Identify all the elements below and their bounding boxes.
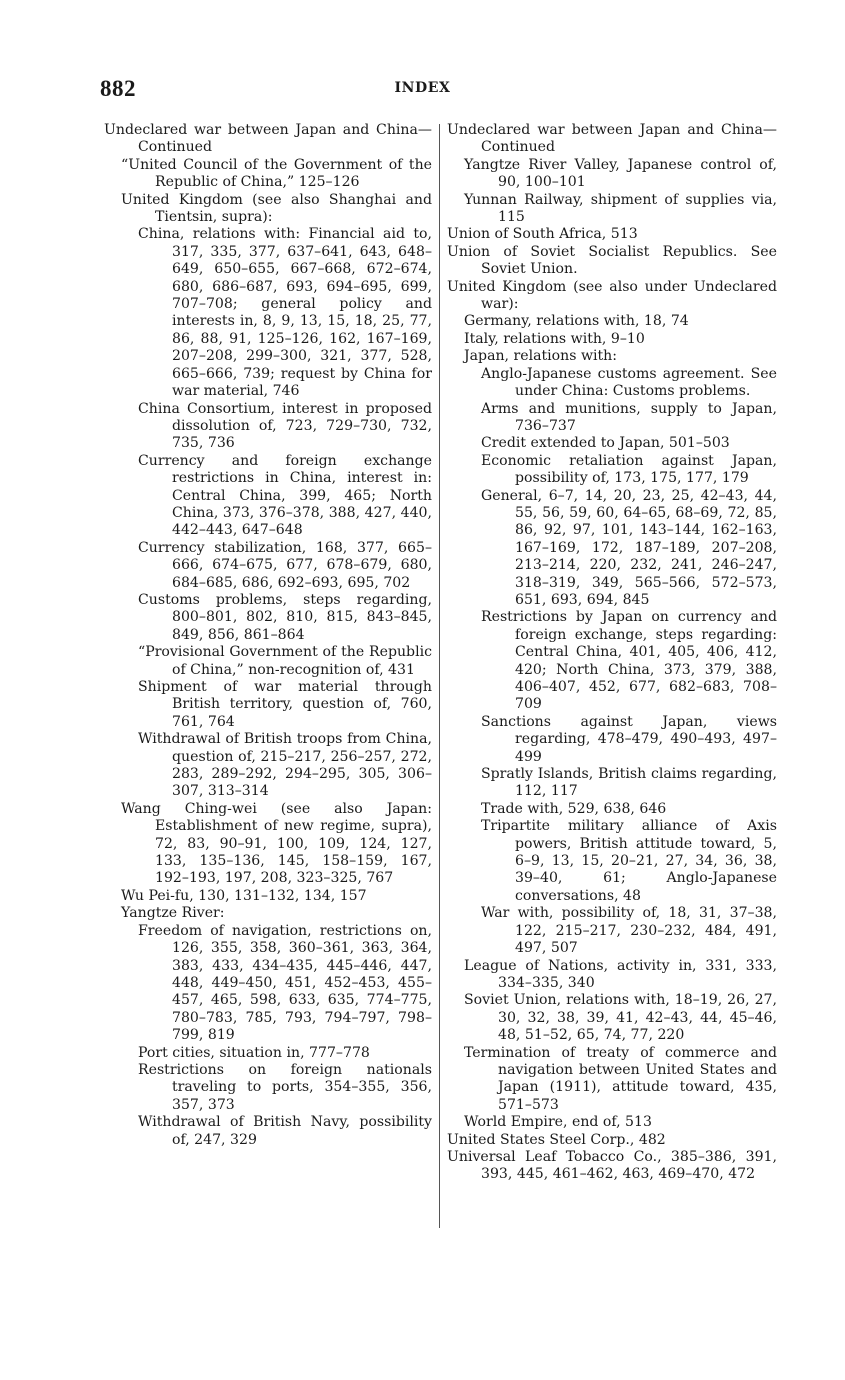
index-entry: Currency and foreign exchange restrictions in China, interest in: Central China, 399, 465; North China, 373, 376–378, 388, 427, 440, 442–443, 647–648 xyxy=(138,452,432,539)
running-head: INDEX xyxy=(394,80,451,96)
index-entry: China, relations with: Financial aid to, 317, 335, 377, 637–641, 643, 648–649, 650–655, 667–668, 672–674, 680, 686–687, 693, 694–695, 699, 707–708; general policy and interests in, 8, 9, 13, 15, 18, 25, 77, 86, 88, 91, 125–126, 162, 167–169, 207–208, 299–300, 321, 377, 528, 665–666, 739; request by China for war material, 746 xyxy=(138,226,432,400)
index-entry: Undeclared war between Japan and China—Continued xyxy=(447,122,777,156)
index-column-left xyxy=(104,122,432,1149)
index-entry: Tripartite military alliance of Axis powers, British attitude toward, 5, 6–9, 13, 15, 20–21, 27, 34, 36, 38, 39–40, 61; Anglo-Japanese conversations, 48 xyxy=(481,818,777,904)
index-entry: Wu Pei-fu, 130, 131–132, 134, 157 xyxy=(121,887,367,904)
index-entry: Undeclared war between Japan and China—Continued xyxy=(104,122,432,156)
index-entry: World Empire, end of, 513 xyxy=(464,1114,652,1131)
index-entry: Withdrawal of British Navy, possibility of, 247, 329 xyxy=(138,1114,432,1148)
index-entry: China Consortium, interest in proposed dissolution of, 723, 729–730, 732, 735, 736 xyxy=(138,400,432,452)
index-entry: Restrictions by Japan on currency and foreign exchange, steps regarding: Central China, 401, 405, 406, 412, 420; North China, 373, 379, 388, 406–407, 452, 677, 682–683, 708–709 xyxy=(481,609,777,713)
index-entry: Spratly Islands, British claims regarding, 112, 117 xyxy=(481,766,777,800)
index-entry: Italy, relations with, 9–10 xyxy=(464,330,645,347)
index-entry: Trade with, 529, 638, 646 xyxy=(481,800,667,817)
index-entry: Yangtze River: xyxy=(121,905,225,922)
index-entry: United Kingdom (see also under Undeclared war): xyxy=(447,278,777,313)
index-entry: United Kingdom (see also Shanghai and Tientsin, supra): xyxy=(121,191,432,226)
index-column-right xyxy=(447,122,777,1184)
index-entry: Union of Soviet Socialist Republics. See Soviet Union. xyxy=(447,243,777,278)
index-entry: Japan, relations with: xyxy=(464,348,618,365)
index-entry: Customs problems, steps regarding, 800–801, 802, 810, 815, 843–845, 849, 856, 861–864 xyxy=(138,591,432,643)
index-entry: Freedom of navigation, restrictions on, 126, 355, 358, 360–361, 363, 364, 383, 433, 434–435, 445–446, 447, 448, 449–450, 451, 452–453, 455–457, 465, 598, 633, 635, 774–775, 780–783, 785, 793, 794–797, 798–799, 819 xyxy=(138,922,432,1044)
index-entry: Germany, relations with, 18, 74 xyxy=(464,313,689,330)
index-entry: Anglo-Japanese customs agreement. See under China: Customs problems. xyxy=(481,365,777,400)
index-entry: Arms and munitions, supply to Japan, 736–737 xyxy=(481,400,777,434)
index-entry: Yangtze River Valley, Japanese control of, 90, 100–101 xyxy=(464,156,777,191)
index-entry: Wang Ching-wei (see also Japan: Establishment of new regime, supra), 72, 83, 90–91, 100, 109, 124, 127, 133, 135–136, 145, 158–159, 167, 192–193, 197, 208, 323–325, 767 xyxy=(121,800,432,887)
index-entry: Port cities, situation in, 777–778 xyxy=(138,1044,370,1061)
index-entry: Yunnan Railway, shipment of supplies via, 115 xyxy=(464,191,777,226)
index-entry: Soviet Union, relations with, 18–19, 26, 27, 30, 32, 38, 39, 41, 42–43, 44, 45–46, 48, 51–52, 65, 74, 77, 220 xyxy=(464,992,777,1044)
index-entry: Economic retaliation against Japan, possibility of, 173, 175, 177, 179 xyxy=(481,452,777,487)
column-divider xyxy=(439,124,440,1228)
index-entry: Sanctions against Japan, views regarding, 478–479, 490–493, 497–499 xyxy=(481,713,777,765)
index-entry: Withdrawal of British troops from China, question of, 215–217, 256–257, 272, 283, 289–292, 294–295, 305, 306–307, 313–314 xyxy=(138,731,432,800)
index-entry: War with, possibility of, 18, 31, 37–38, 122, 215–217, 230–232, 484, 491, 497, 507 xyxy=(481,905,777,957)
index-entry: League of Nations, activity in, 331, 333, 334–335, 340 xyxy=(464,957,777,991)
index-entry: Union of South Africa, 513 xyxy=(447,226,638,243)
index-entry: “Provisional Government of the Republic of China,” non-recognition of, 431 xyxy=(138,644,432,678)
index-entry: Universal Leaf Tobacco Co., 385–386, 391, 393, 445, 461–462, 463, 469–470, 472 xyxy=(447,1148,777,1183)
index-entry: Currency stabilization, 168, 377, 665–666, 674–675, 677, 678–679, 680, 684–685, 686, 692–693, 695, 702 xyxy=(138,539,432,591)
index-entry: “United Council of the Government of the Republic of China,” 125–126 xyxy=(121,156,432,191)
index-entry: Credit extended to Japan, 501–503 xyxy=(481,435,730,452)
index-entry: United States Steel Corp., 482 xyxy=(447,1131,666,1148)
index-entry: Termination of treaty of commerce and navigation between United States and Japan (1911), attitude toward, 435, 571–573 xyxy=(464,1044,777,1113)
index-entry: Shipment of war material through British territory, question of, 760, 761, 764 xyxy=(138,679,432,730)
page-number: 882 xyxy=(100,76,136,101)
index-entry: General, 6–7, 14, 20, 23, 25, 42–43, 44, 55, 56, 59, 60, 64–65, 68–69, 72, 85, 86, 92, 97, 101, 143–144, 162–163, 167–169, 172, 187–189, 207–208, 213–214, 220, 232, 241, 246–247, 318–319, 349, 565–566, 572–573, 651, 693, 694, 845 xyxy=(481,487,777,608)
index-entry: Restrictions on foreign nationals traveling to ports, 354–355, 356, 357, 373 xyxy=(138,1061,432,1113)
